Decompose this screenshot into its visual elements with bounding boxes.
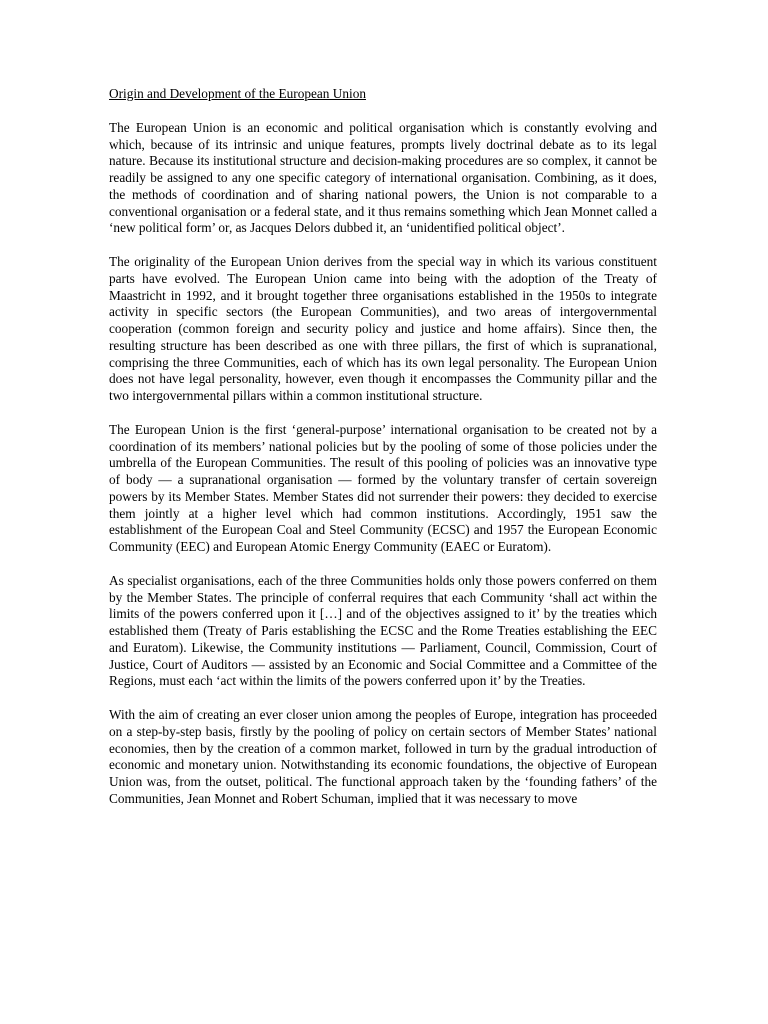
paragraph: The European Union is the first ‘general-purpose’ international organisation to be created not by a coordination of its members’ national policies but by the pooling of some of those policies under the umbrella of the European Communities. The result of this pooling of policies was an innovative type of body — a supranational organisation — formed by the voluntary transfer of certain sovereign powers by its Member States. Member States did not surrender their powers: they decided to exercise them jointly at a higher level which had common institutions. Accordingly, 1951 saw the establishment of the European Coal and Steel Community (ECSC) and 1957 the European Economic Community (EEC) and European Atomic Energy Community (EAEC or Euratom). (109, 421, 657, 554)
page-title: Origin and Development of the European Union (109, 86, 367, 101)
paragraph: The originality of the European Union derives from the special way in which its various constituent parts have evolved. The European Union came into being with the adoption of the Treaty of Maastricht in 1992, and it brought together three organisations established in the 1950s to integrate activity in specific sectors (the European Communities), and two areas of intergovernmental cooperation (common foreign and security policy and justice and home affairs). Since then, the resulting structure has been described as one with three pillars, the first of which is supranational, comprising the three Communities, each of which has its own legal personality. The European Union does not have legal personality, however, even though it encompasses the Community pillar and the two intergovernmental pillars within a common institutional structure. (109, 254, 657, 403)
document-page (109, 86, 657, 825)
paragraph: The European Union is an economic and political organisation which is constantly evolving and which, because of its intrinsic and unique features, prompts lively doctrinal debate as to its legal nature. Because its institutional structure and decision-making procedures are so complex, it cannot be readily be assigned to any one specific category of international organisation. Combining, as it does, the methods of coordination and of sharing national powers, the Union is not comparable to a conventional organisation or a federal state, and it thus remains something which Jean Monnet called a ‘new political form’ or, as Jacques Delors dubbed it, an ‘unidentified political object’. (109, 119, 657, 236)
paragraph: As specialist organisations, each of the three Communities holds only those powers conferred on them by the Member States. The principle of conferral requires that each Community ‘shall act within the limits of the powers conferred upon it […] and of the objectives assigned to it’ by the treaties which established them (Treaty of Paris establishing the ECSC and the Rome Treaties establishing the EEC and Euratom). Likewise, the Community institutions — Parliament, Council, Commission, Court of Justice, Court of Auditors — assisted by an Economic and Social Committee and a Committee of the Regions, must each ‘act within the limits of the powers conferred upon it’ by the Treaties. (109, 572, 657, 689)
paragraph: With the aim of creating an ever closer union among the peoples of Europe, integration has proceeded on a step-by-step basis, firstly by the pooling of policy on certain sectors of Member States’ national economies, then by the creation of a common market, followed in turn by the gradual introduction of economic and monetary union. Notwithstanding its economic foundations, the objective of European Union was, from the outset, political. The functional approach taken by the ‘founding fathers’ of the Communities, Jean Monnet and Robert Schuman, implied that it was necessary to move (109, 707, 657, 806)
